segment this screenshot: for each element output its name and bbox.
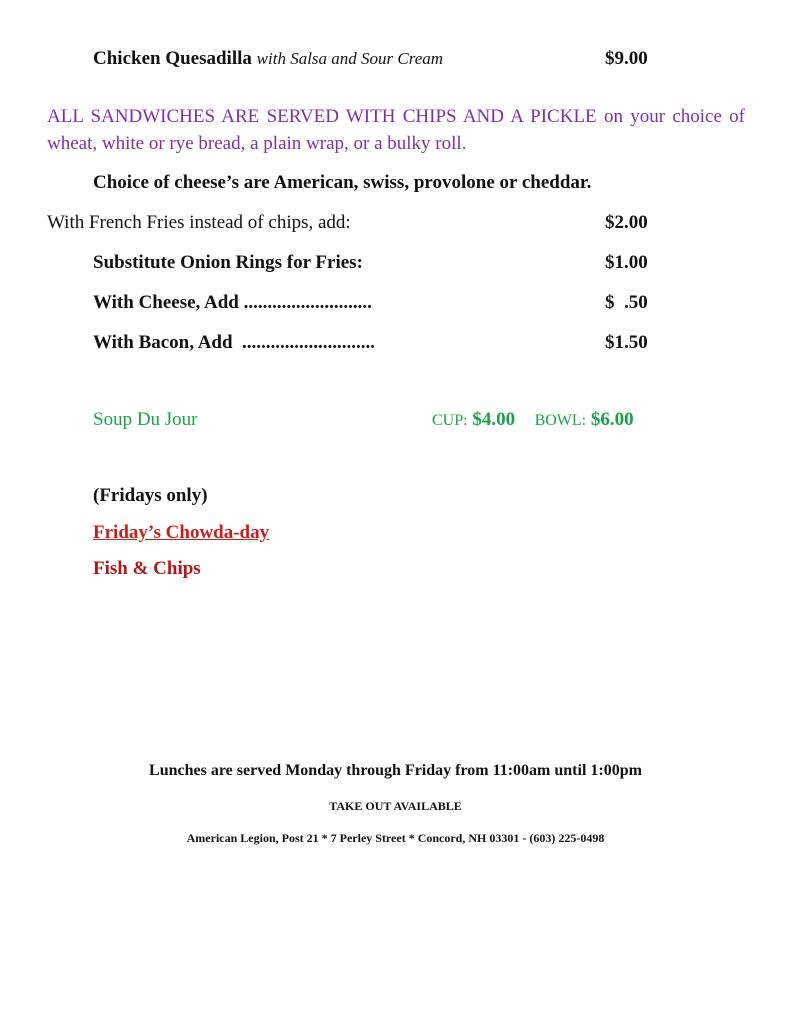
addon-cheese-price: $ .50 <box>605 292 648 313</box>
friday-fish-and-chips: Fish & Chips <box>93 558 201 579</box>
friday-chowder: Friday’s Chowda-day <box>93 522 270 543</box>
sandwich-notice-rest: on your choice of wheat, white or rye bread, a plain wrap, or a bulky roll. <box>47 106 746 154</box>
soup-cup-price: $4.00 <box>472 409 516 430</box>
sandwich-notice-caps: ALL SANDWICHES ARE SERVED WITH CHIPS AND A PICKLE <box>47 106 597 127</box>
addon-onion-rings-price: $1.00 <box>605 252 648 273</box>
addon-fries-price: $2.00 <box>605 212 648 233</box>
soup-bowl-price: $6.00 <box>590 409 634 430</box>
addon-bacon-label: With Bacon, Add ............................ <box>93 332 376 353</box>
soup-cup-label: CUP: <box>432 412 468 429</box>
quesadilla-description: with Salsa and Sour Cream <box>256 49 444 68</box>
address-line: American Legion, Post 21 * 7 Perley Street * Concord, NH 03301 - (603) 225-0498 <box>186 831 605 845</box>
addon-cheese-label: With Cheese, Add ........................... <box>93 292 372 313</box>
friday-note: (Fridays only) <box>93 485 208 506</box>
lunch-hours: Lunches are served Monday through Friday from 11:00am until 1:00pm <box>149 762 642 779</box>
quesadilla-name: Chicken Quesadilla <box>93 48 252 69</box>
sandwich-notice <box>47 103 745 157</box>
quesadilla-item <box>93 48 443 70</box>
addon-fries-label: With French Fries instead of chips, add: <box>47 212 351 233</box>
addon-onion-rings-label: Substitute Onion Rings for Fries: <box>93 252 363 273</box>
soup-bowl-label: BOWL: <box>534 412 587 429</box>
quesadilla-price: $9.00 <box>605 48 648 69</box>
soup-prices <box>432 409 634 431</box>
addon-bacon-price: $1.50 <box>605 332 648 353</box>
soup-name: Soup Du Jour <box>93 409 198 430</box>
cheese-choice-note: Choice of cheese’s are American, swiss, provolone or cheddar. <box>93 172 592 193</box>
takeout-notice: TAKE OUT AVAILABLE <box>329 799 462 813</box>
